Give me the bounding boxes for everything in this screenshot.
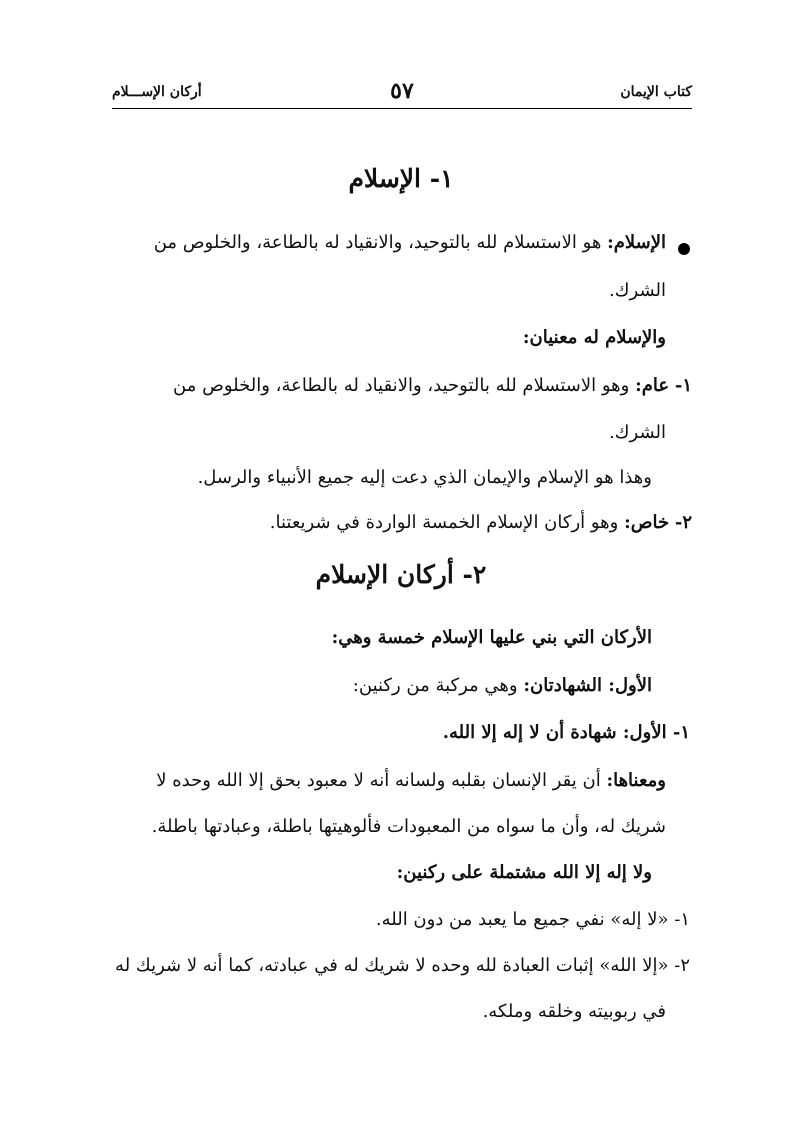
- meaning-general-continuation: الشرك.: [608, 422, 666, 443]
- header-chapter-title: أركان الإســـلام: [112, 84, 202, 100]
- testimony-heading: ١- الأول: شهادة أن لا إله إلا الله.: [442, 722, 690, 743]
- meaning-general: [173, 375, 692, 396]
- testimony-meaning-label: ومعناها:: [606, 770, 666, 791]
- meanings-heading: والإسلام له معنيان:: [522, 327, 666, 348]
- running-header: [112, 78, 692, 108]
- first-pillar-intro: [353, 675, 652, 696]
- pillar-affirmation-continuation: في ربوبيته وخلقه وملكه.: [482, 1001, 666, 1022]
- header-book-title: كتاب الإيمان: [620, 84, 692, 100]
- testimony-meaning: [156, 770, 666, 791]
- bullet-icon: [678, 243, 690, 255]
- meaning-specific-term: خاص:: [624, 512, 670, 533]
- definition-term: الإسلام:: [607, 232, 666, 253]
- pillars-heading: الأركان التي بني عليها الإسلام خمسة وهي:: [331, 627, 652, 648]
- testimony-meaning-continuation: شريك له، وأن ما سواه من المعبودات فألوهيتها باطلة، وعبادتها باطلة.: [151, 816, 666, 837]
- definition-continuation: الشرك.: [608, 280, 666, 301]
- first-pillar-label: الأول: الشهادتان:: [523, 675, 652, 696]
- definition-text: هو الاستسلام لله بالتوحيد، والانقياد له بالطاعة، والخلوص من: [153, 232, 602, 253]
- testimony-meaning-text: أن يقر الإنسان بقلبه ولسانه أنه لا معبود بحق إلا الله وحده لا: [156, 770, 601, 791]
- section-title-islam: ١- الإسلام: [348, 164, 454, 193]
- section-title-pillars: ٢- أركان الإسلام: [315, 560, 487, 589]
- two-pillars-heading: ولا إله إلا الله مشتملة على ركنين:: [396, 862, 652, 883]
- header-rule: [112, 108, 692, 109]
- islam-definition: [154, 232, 666, 253]
- pillar-negation: ١- «لا إله» نفي جميع ما يعبد من دون الله.: [375, 909, 690, 930]
- meaning-general-term: عام:: [635, 375, 670, 396]
- meaning-general-text: وهو الاستسلام لله بالتوحيد، والانقياد له بالطاعة، والخلوص من: [173, 375, 630, 396]
- meaning-specific-text: وهو أركان الإسلام الخمسة الواردة في شريعتنا.: [269, 512, 619, 533]
- meaning-general-note: وهذا هو الإسلام والإيمان الذي دعت إليه جميع الأنبياء والرسل.: [197, 467, 652, 488]
- first-pillar-text: وهي مركبة من ركنين:: [352, 675, 518, 696]
- pillar-affirmation: ٢- «إلا الله» إثبات العبادة لله وحده لا شريك له في عبادته، كما أنه لا شريك له: [115, 955, 690, 976]
- meaning-specific: [270, 512, 692, 533]
- meaning-specific-number: ٢-: [674, 512, 692, 533]
- page-number: ٥٧: [390, 78, 414, 104]
- meaning-general-number: ١-: [674, 375, 692, 396]
